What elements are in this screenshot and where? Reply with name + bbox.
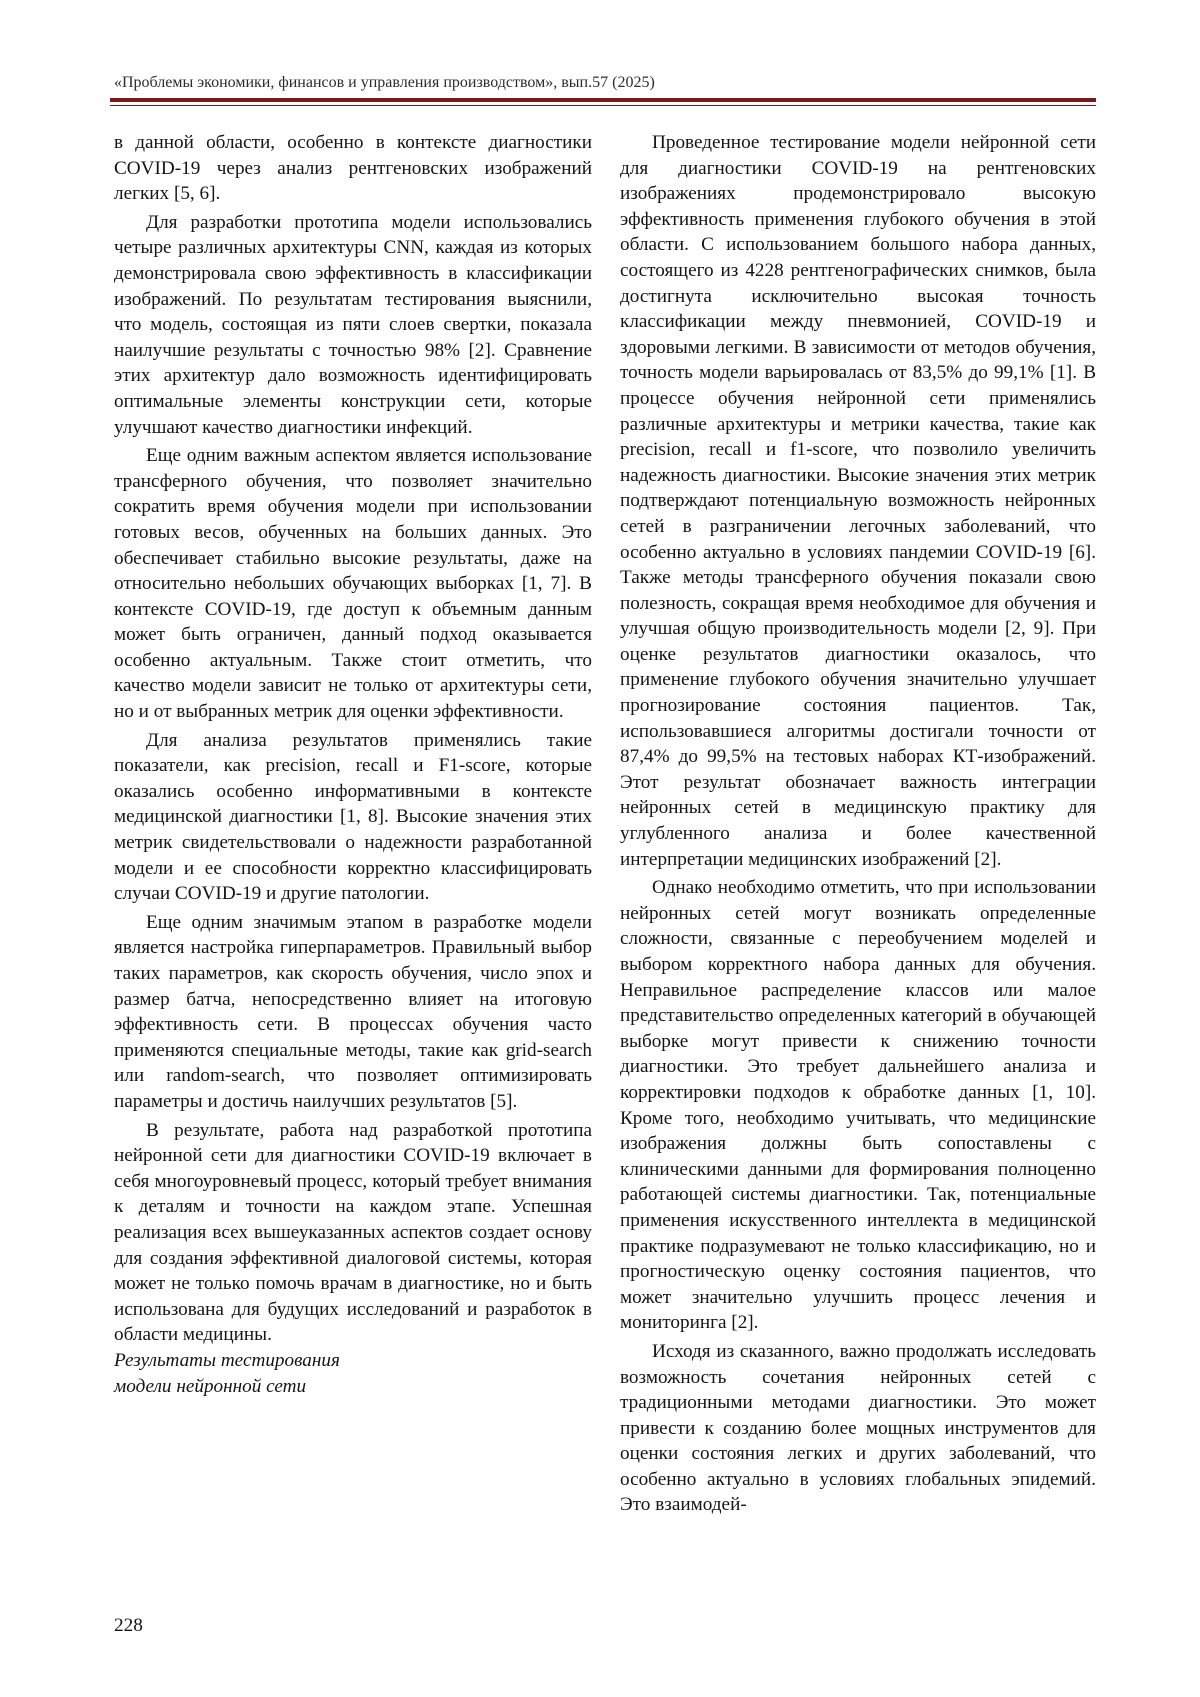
page-number: 228 [114,1615,143,1636]
paragraph: Однако необходимо отметить, что при использовании нейронных сетей могут возникать определенные сложности, связанные с переобучением моделей и выбором корректного набора данных для обучения. Неправильное распределение классов или малое представительство определенных категорий в обучающей выборке могут привести к снижению точности диагностики. Это требует дальнейшего анализа и корректировки подходов к обработке данных [1, 10]. Кроме того, необходимо учитывать, что медицинские изображения должны быть сопоставлены с клиническими данными для формирования полноценно работающей системы диагностики. Так, потенциальные применения искусственного интеллекта в медицинской практике подразумевают не только классификацию, но и прогностическую оценку состояния пациентов, что может значительно улучшить процесс лечения и мониторинга [2]. [620,877,1096,1334]
paragraph: Еще одним важным аспектом является использование трансферного обучения, что позволяет значительно сократить время обучения модели при использовании готовых весов, обученных на больших данных. Это обеспечивает стабильно высокие результаты, даже на относительно небольших обучающих выборках [1, 7]. В контексте COVID-19, где доступ к объемным данным может быть ограничен, данный подход оказывается особенно актуальным. Также стоит отметить, что качество модели зависит не только от архитектуры сети, но и от выбранных метрик для оценки эффективности. [114,445,592,723]
section-subheading [114,1348,592,1399]
subheading-line-1: Результаты тестирования [114,1349,340,1371]
paragraph: Еще одним значимым этапом в разработке модели является настройка гиперпараметров. Правильный выбор таких параметров, как скорость обучения, число эпох и размер батча, непосредственно влияет на итоговую эффективность сети. В процессах обучения часто применяются специальные методы, такие как grid-search или random-search, что позволяет оптимизировать параметры и достичь наилучших результатов [5]. [114,911,592,1112]
paragraph: Для анализа результатов применялись такие показатели, как precision, recall и F1-score, которые оказались особенно информативными в контексте медицинской диагностики [1, 8]. Высокие значения этих метрик свидетельствовали о надежности разработанной модели и ее способности корректно классифицировать случаи COVID-19 и другие патологии. [114,729,592,905]
journal-running-header: «Проблемы экономики, финансов и управления производством», вып.57 (2025) [114,74,655,91]
paragraph: Для разработки прототипа модели использовались четыре различных архитектуры CNN, каждая из которых демонстрировала свою эффективность в классификации изображений. По результатам тестирования выяснили, что модель, состоящая из пяти слоев свертки, показала наилучшие результаты с точностью 98% [2]. Сравнение этих архитектур дало возможность идентифицировать оптимальные элементы конструкции сети, которые улучшают качество диагностики инфекций. [114,211,592,438]
header-rule-thick [110,98,1096,102]
paragraph: В результате, работа над разработкой прототипа нейронной сети для диагностики COVID-19 включает в себя многоуровневый процесс, который требует внимания к деталям и точности на каждом этапе. Успешная реализация всех вышеуказанных аспектов создает основу для создания эффективной диалоговой системы, которая может не только помочь врачам в диагностике, но и быть использована для будущих исследований и разработок в области медицины. [114,1119,592,1346]
left-column [114,130,592,1399]
header-rule-thin [110,105,1096,106]
subheading-line-2: модели нейронной сети [114,1375,307,1397]
right-column [620,130,1096,1518]
paragraph: в данной области, особенно в контексте диагностики COVID-19 через анализ рентгеновских изображений легких [5, 6]. [114,132,592,205]
paragraph: Исходя из сказанного, важно продолжать исследовать возможность сочетания нейронных сетей с традиционными методами диагностики. Это может привести к созданию более мощных инструментов для оценки состояния легких и других заболеваний, что особенно актуально в условиях глобальных эпидемий. Это взаимодей- [620,1340,1096,1516]
paragraph: Проведенное тестирование модели нейронной сети для диагностики COVID-19 на рентгеновских изображениях продемонстрировало высокую эффективность применения глубокого обучения в этой области. С использованием большого набора данных, состоящего из 4228 рентгенографических снимков, была достигнута исключительно высокая точность классификации между пневмонией, COVID-19 и здоровыми легкими. В зависимости от методов обучения, точность модели варьировалась от 83,5% до 99,1% [1]. В процессе обучения нейронной сети применялись различные архитектуры и метрики качества, такие как precision, recall и f1-score, что позволило увеличить надежность диагностики. Высокие значения этих метрик подтверждают потенциальную возможность нейронных сетей в разграничении легочных заболеваний, что особенно актуально в условиях пандемии COVID-19 [6]. Также методы трансферного обучения показали свою полезность, сокращая время необходимое для обучения и улучшая общую производительность модели [2, 9]. При оценке результатов диагностики оказалось, что применение глубокого обучения значительно улучшает прогнозирование состояния пациентов. Так, использовавшиеся алгоритмы достигали точности от 87,4% до 99,5% на тестовых наборах КТ-изображений. Этот результат обозначает важность интеграции нейронных сетей в медицинскую практику для углубленного анализа и более качественной интерпретации медицинских изображений [2]. [620,132,1096,870]
